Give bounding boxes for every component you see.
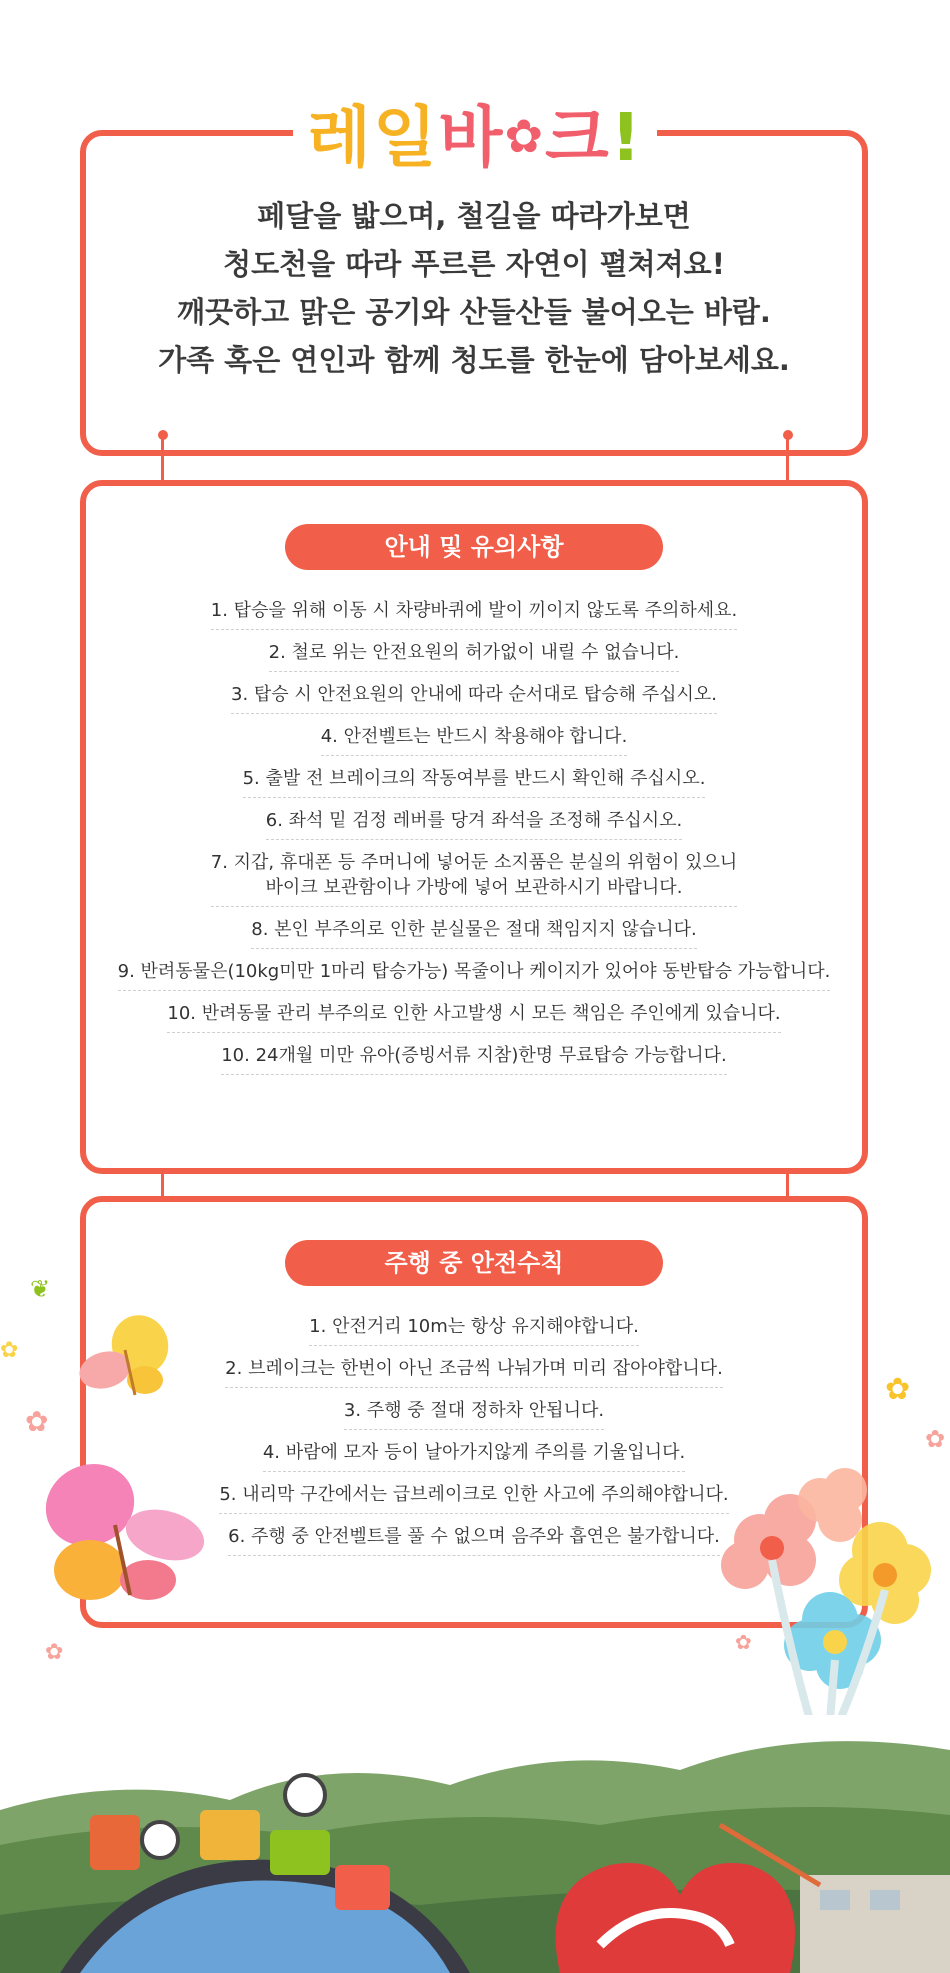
- notice-item: 10. 반려동물 관리 부주의로 인한 사고발생 시 모든 책임은 주인에게 있습니다.: [167, 997, 780, 1033]
- station-photo: [0, 1715, 950, 1973]
- logo: [0, 84, 950, 179]
- intro-line: 페달을 밟으며, 철길을 따라가보면: [257, 199, 691, 233]
- notice-item: 3. 탑승 시 안전요원의 안내에 따라 순서대로 탑승해 주십시오.: [231, 678, 717, 714]
- clock-icon: [142, 1822, 178, 1858]
- notice-item: 4. 안전벨트는 반드시 착용해야 합니다.: [321, 720, 628, 756]
- logo-char: 일: [372, 99, 439, 176]
- driving-item: 5. 내리막 구간에서는 급브레이크로 인한 사고에 주의해야합니다.: [219, 1478, 728, 1514]
- driving-item: 1. 안전거리 10m는 항상 유지해야합니다.: [309, 1310, 639, 1346]
- notice-item: 5. 출발 전 브레이크의 작동여부를 반드시 확인해 주십시오.: [243, 762, 706, 798]
- clock-icon: [285, 1775, 325, 1815]
- notice-list: [86, 594, 862, 1075]
- flower-icon: ✿: [885, 1372, 911, 1407]
- butterfly-icon: [60, 1310, 180, 1410]
- intro-line: 깨끗하고 맑은 공기와 산들산들 불어오는 바람.: [177, 295, 771, 329]
- butterfly-icon: [20, 1455, 220, 1615]
- driving-item: 3. 주행 중 절대 정하차 안됩니다.: [344, 1394, 604, 1430]
- notice-item: 7. 지갑, 휴대폰 등 주머니에 넣어둔 소지품은 분실의 위험이 있으니 바이크 보관함이나 가방에 넣어 보관하시기 바랍니다.: [211, 846, 737, 907]
- notice-item: 8. 본인 부주의로 인한 분실물은 절대 책임지지 않습니다.: [251, 913, 696, 949]
- notice-item: 2. 철로 위는 안전요원의 허가없이 내릴 수 없습니다.: [269, 636, 680, 672]
- flower-icon: ✿: [45, 1640, 64, 1665]
- driving-item: 2. 브레이크는 한번이 아닌 조금씩 나눠가며 미리 잡아야합니다.: [225, 1352, 723, 1388]
- flower-icon: ✿: [25, 1405, 49, 1438]
- notice-item: 10. 24개월 미만 유아(증빙서류 지참)한명 무료탑승 가능합니다.: [221, 1039, 727, 1075]
- flower-icon: ✿: [0, 1338, 19, 1363]
- logo-char: 레: [307, 99, 373, 176]
- intro-text: [86, 192, 862, 384]
- logo-char: !: [610, 99, 643, 176]
- notice-item: 9. 반려동물은(10kg미만 1마리 탑승가능) 목줄이나 케이지가 있어야 동반탑승 가능합니다.: [118, 955, 831, 991]
- leaf-icon: ❦: [30, 1275, 51, 1303]
- driving-item: 6. 주행 중 안전벨트를 풀 수 없으며 음주와 흡연은 불가합니다.: [228, 1520, 720, 1556]
- notice-item: 6. 좌석 밑 검정 레버를 당겨 좌석을 조정해 주십시오.: [266, 804, 682, 840]
- notice-item: 1. 탑승을 위해 이동 시 차량바퀴에 발이 끼이지 않도록 주의하세요.: [211, 594, 737, 630]
- flower-icon: ✿: [925, 1425, 946, 1453]
- flower-icon: ✿: [504, 109, 545, 163]
- intro-line: 가족 혹은 연인과 함께 청도를 한눈에 담아보세요.: [158, 343, 790, 377]
- notice-title: 안내 및 유의사항: [285, 524, 663, 570]
- driving-item: 4. 바람에 모자 등이 날아가지않게 주의를 기울입니다.: [263, 1436, 685, 1472]
- flower-icon: [690, 1460, 950, 1720]
- connector-dot: [158, 430, 168, 440]
- notice-panel: [80, 480, 868, 1174]
- logo-char: 바: [438, 99, 505, 176]
- connector-dot: [783, 430, 793, 440]
- intro-line: 청도천을 따라 푸르른 자연이 펼쳐져요!: [223, 247, 725, 281]
- driving-title: 주행 중 안전수칙: [285, 1240, 663, 1286]
- flower-icon: ✿: [735, 1630, 752, 1654]
- logo-char: 크: [544, 99, 611, 176]
